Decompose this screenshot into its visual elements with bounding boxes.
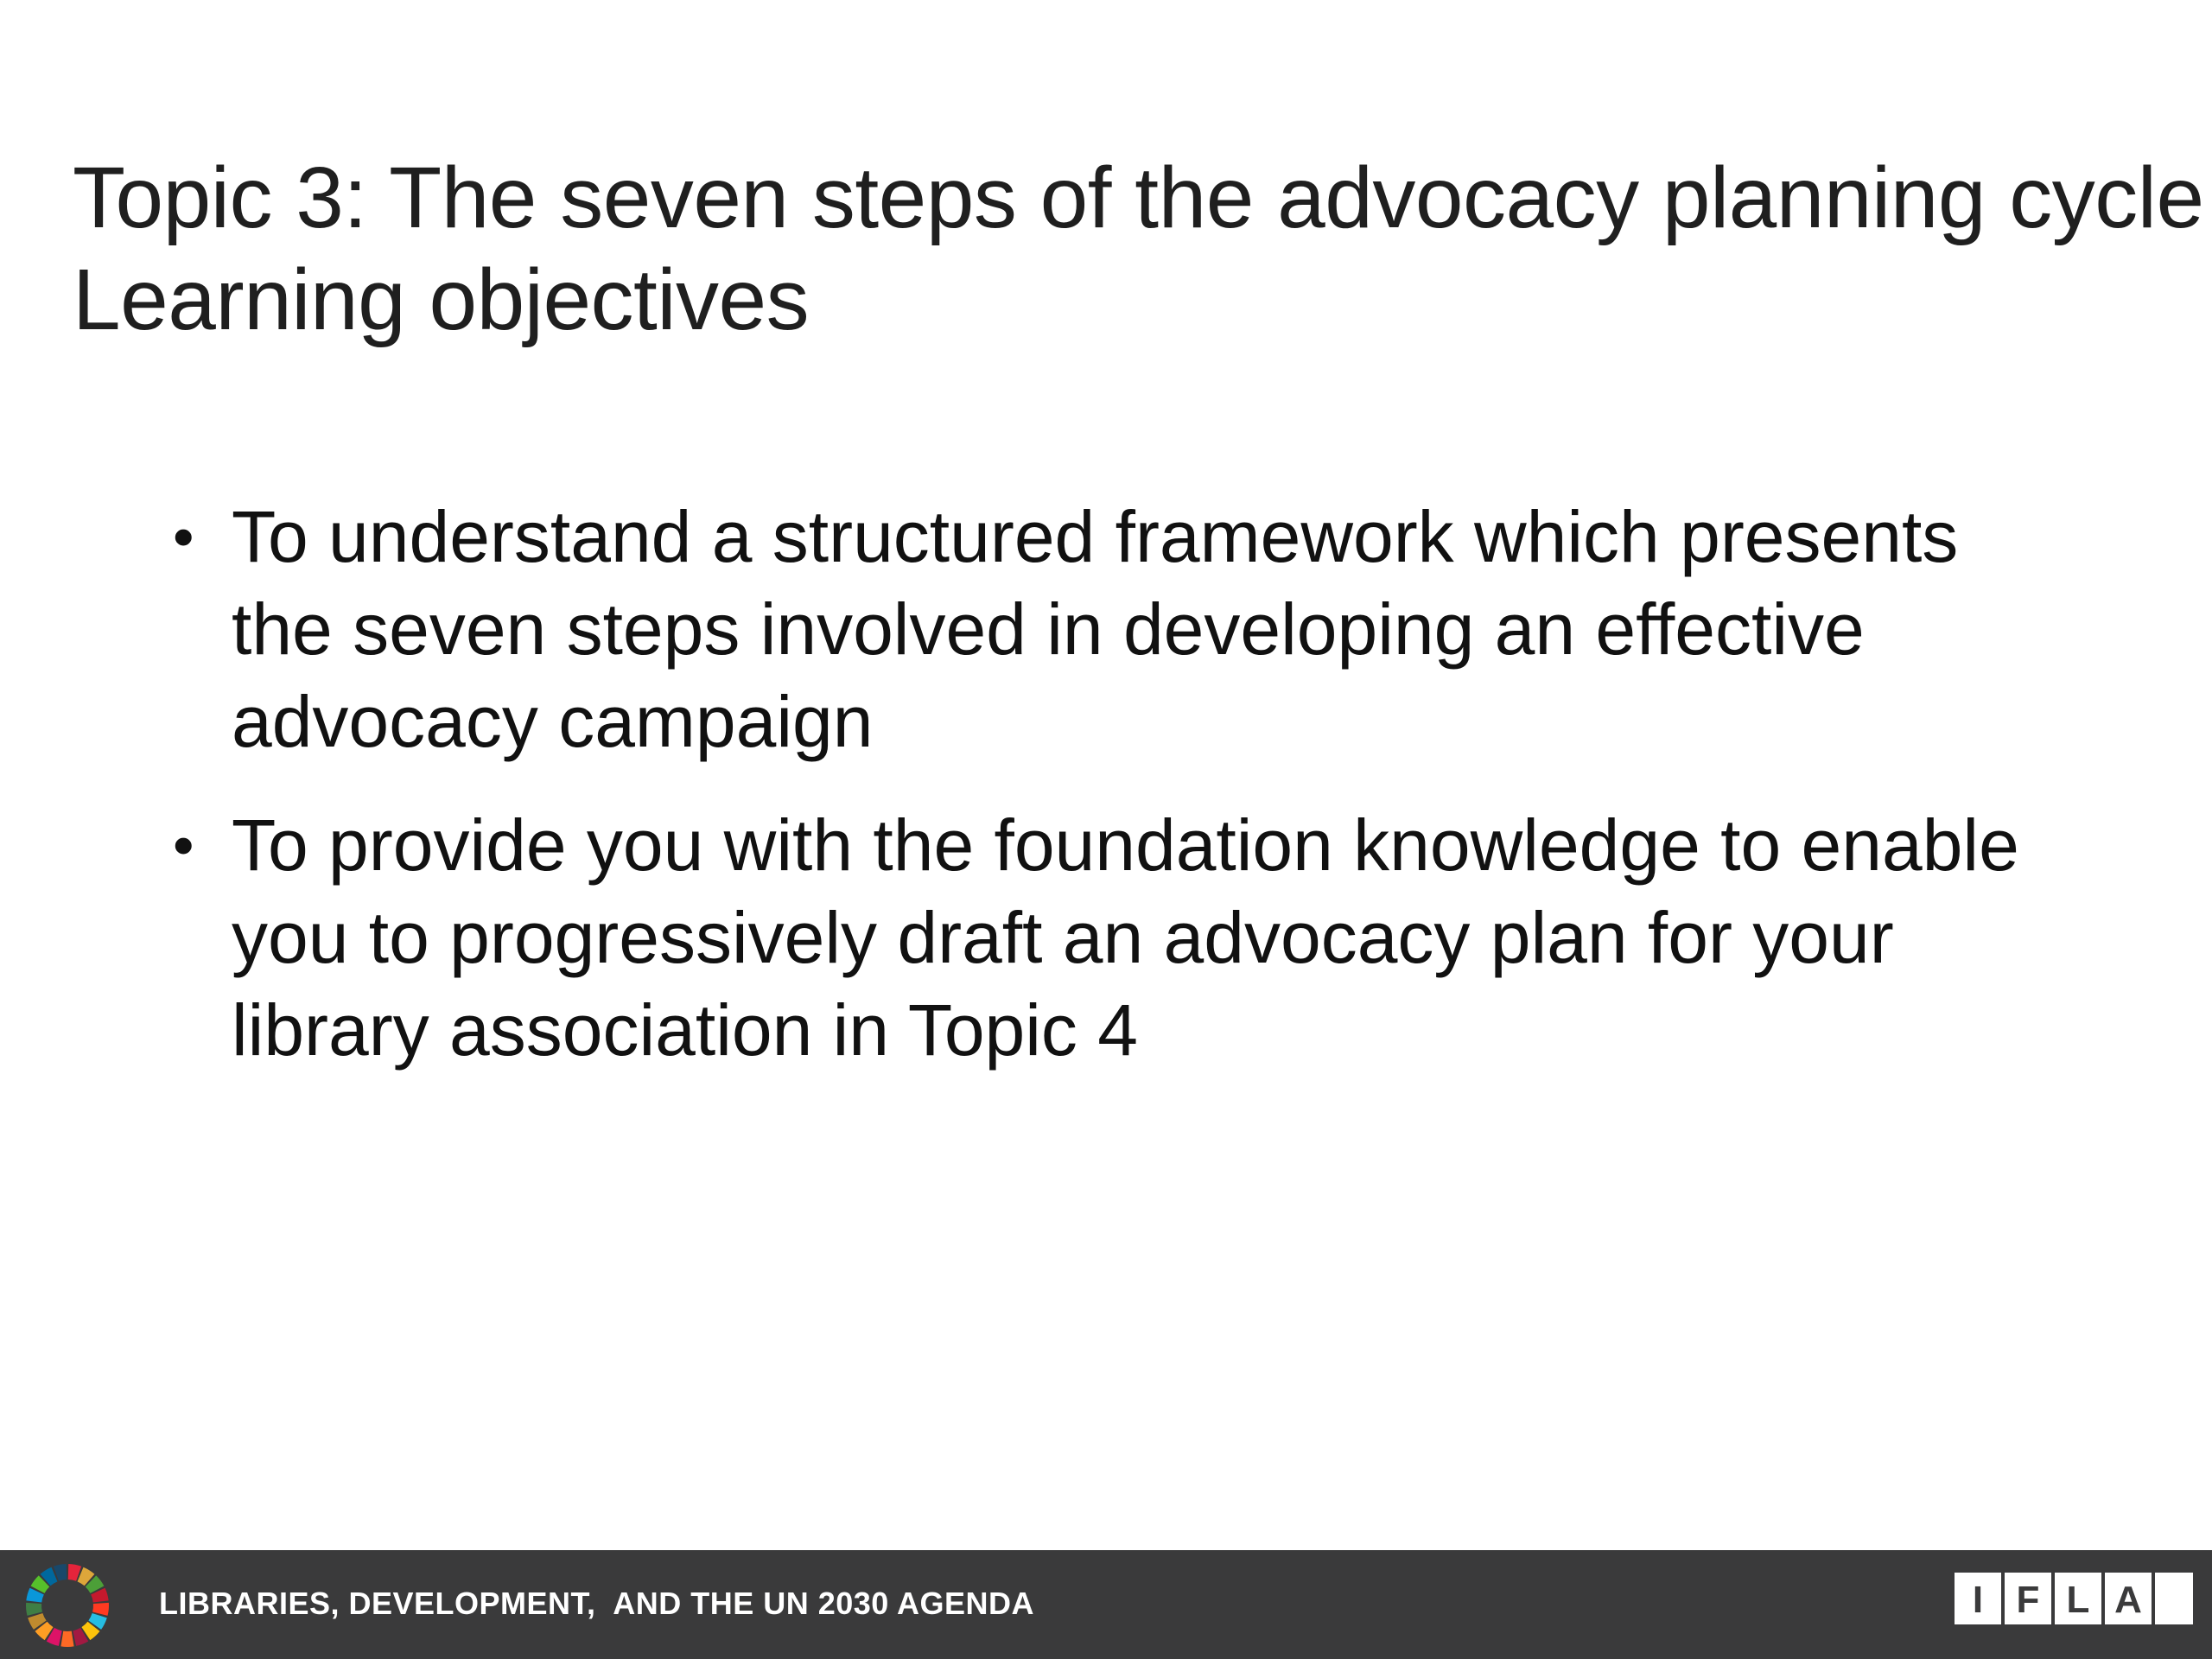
- title-line-subtitle: Learning objectives: [73, 251, 810, 348]
- footer-bar: [0, 1550, 2212, 1659]
- bullet-marker: •: [173, 503, 194, 570]
- title-line-topic: Topic 3: The seven steps of the advocacy planning cycle: [73, 149, 2204, 246]
- sdg-wheel-segment: [60, 1631, 73, 1647]
- ifla-logo-letter: I: [1955, 1573, 2001, 1624]
- ifla-logo-letter: A: [2105, 1573, 2152, 1624]
- bullet-item: [173, 491, 2056, 768]
- footer-title: LIBRARIES, DEVELOPMENT, AND THE UN 2030 AGENDA: [159, 1586, 1034, 1621]
- bullet-text: To provide you with the foundation knowledge to enable you to progressively draft an advocacy plan for your library association in Topic 4: [232, 804, 2019, 1071]
- bullet-item: [173, 799, 2056, 1077]
- bullet-marker: •: [173, 811, 194, 879]
- sdg-wheel-segment: [92, 1603, 109, 1616]
- slide-title: [73, 147, 2204, 351]
- ifla-logo-letter: F: [2005, 1573, 2051, 1624]
- sdg-wheel-icon: [24, 1562, 111, 1649]
- bullet-text: To understand a structured framework which presents the seven steps involved in developing an effective advocacy campaign: [232, 496, 1959, 762]
- sdg-wheel-segment: [26, 1603, 42, 1616]
- bullet-list: [173, 491, 2056, 1108]
- ifla-logo-blank-box: [2155, 1573, 2193, 1624]
- ifla-logo-letter: L: [2055, 1573, 2101, 1624]
- ifla-logo: [1955, 1573, 2193, 1624]
